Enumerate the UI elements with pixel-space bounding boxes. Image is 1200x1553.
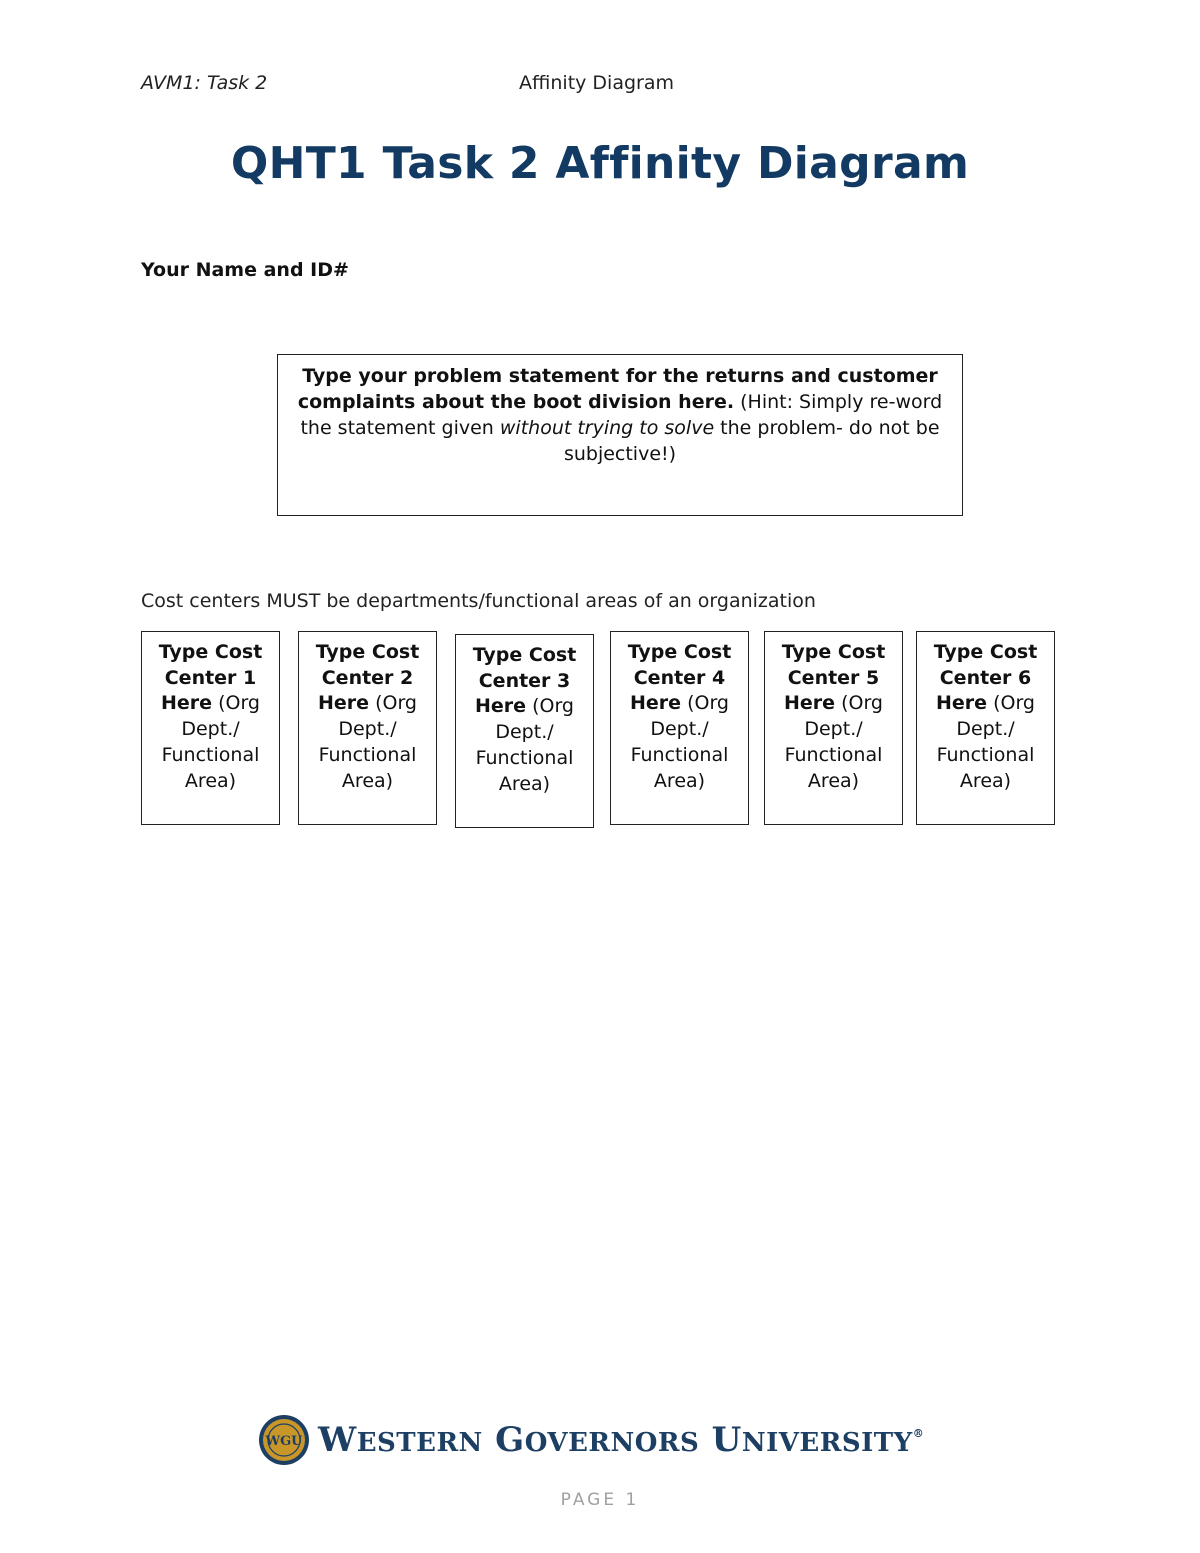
header-course-task: AVM1: Task 2 — [141, 72, 268, 94]
cost-center-org: (Org — [987, 692, 1035, 715]
problem-hint-end: the problem- do not be subjective!) — [563, 417, 940, 465]
wordmark-estern: ESTERN — [356, 1428, 483, 1458]
cost-center-functional: Functional — [475, 746, 574, 769]
cost-center-area: Area) — [653, 769, 706, 792]
wgu-wordmark — [318, 1420, 924, 1460]
cost-center-box-2[interactable] — [298, 631, 437, 825]
cost-center-number: Center 6 — [939, 666, 1032, 689]
cost-center-org: (Org — [526, 695, 574, 718]
cost-center-area: Area) — [341, 769, 394, 792]
cost-center-box-3[interactable] — [455, 634, 594, 828]
cost-center-label: Type Cost — [315, 641, 420, 663]
cost-center-box-6[interactable] — [916, 631, 1055, 825]
cost-center-org: (Org — [681, 692, 729, 715]
cost-center-here: Here — [936, 692, 988, 715]
cost-center-number: Center 1 — [164, 666, 257, 689]
cost-center-here: Here — [475, 695, 527, 718]
cost-center-number: Center 2 — [321, 666, 414, 689]
cost-center-area: Area) — [184, 769, 237, 792]
cost-center-functional: Functional — [936, 743, 1035, 766]
name-id-field[interactable]: Your Name and ID# — [141, 259, 349, 281]
cost-center-area: Area) — [498, 772, 551, 795]
cost-center-dept: Dept./ — [650, 718, 709, 741]
page-title: QHT1 Task 2 Affinity Diagram — [230, 138, 970, 189]
cost-center-dept: Dept./ — [181, 718, 240, 741]
cost-center-here: Here — [630, 692, 682, 715]
cost-center-dept: Dept./ — [495, 721, 554, 744]
cost-center-functional: Functional — [318, 743, 417, 766]
registered-mark: ® — [912, 1427, 925, 1440]
cost-center-functional: Functional — [784, 743, 883, 766]
cost-center-here: Here — [318, 692, 370, 715]
cost-center-box-5[interactable] — [764, 631, 903, 825]
cost-center-label: Type Cost — [933, 641, 1038, 663]
page-number: PAGE 1 — [560, 1490, 640, 1510]
cost-center-number: Center 4 — [633, 666, 726, 689]
cost-center-label: Type Cost — [627, 641, 732, 663]
cost-center-dept: Dept./ — [956, 718, 1015, 741]
problem-statement-box[interactable] — [277, 354, 963, 516]
wgu-logo — [258, 1412, 924, 1468]
seal-text: WGU — [265, 1434, 303, 1449]
wordmark-niversity: NIVERSITY — [741, 1428, 913, 1458]
wordmark-w: W — [318, 1420, 357, 1460]
cost-center-functional: Functional — [161, 743, 260, 766]
cost-center-area: Area) — [959, 769, 1012, 792]
seal-icon — [258, 1414, 310, 1466]
problem-statement-prompt: Type your problem statement for the returns and customer complaints about the boot division here. — [297, 365, 938, 413]
problem-hint-start: (Hint: Simply re-word the statement given — [300, 391, 943, 439]
cost-center-dept: Dept./ — [338, 718, 397, 741]
cost-center-dept: Dept./ — [804, 718, 863, 741]
wordmark-overnors: OVERNORS — [524, 1428, 700, 1458]
cost-center-note: Cost centers MUST be departments/functional areas of an organization — [141, 590, 816, 612]
cost-center-area: Area) — [807, 769, 860, 792]
cost-center-here: Here — [161, 692, 213, 715]
cost-center-box-4[interactable] — [610, 631, 749, 825]
wordmark-g: G — [495, 1420, 525, 1460]
cost-center-here: Here — [784, 692, 836, 715]
header-doc-title: Affinity Diagram — [519, 72, 674, 94]
cost-center-label: Type Cost — [472, 644, 577, 666]
cost-center-functional: Functional — [630, 743, 729, 766]
cost-center-box-1[interactable] — [141, 631, 280, 825]
cost-center-org: (Org — [835, 692, 883, 715]
cost-center-number: Center 3 — [478, 669, 571, 692]
cost-center-number: Center 5 — [787, 666, 880, 689]
cost-center-label: Type Cost — [781, 641, 886, 663]
cost-center-org: (Org — [369, 692, 417, 715]
cost-center-label: Type Cost — [158, 641, 263, 663]
wordmark-u: U — [711, 1420, 742, 1460]
problem-hint-italic: without trying to solve — [499, 417, 715, 439]
cost-center-org: (Org — [212, 692, 260, 715]
